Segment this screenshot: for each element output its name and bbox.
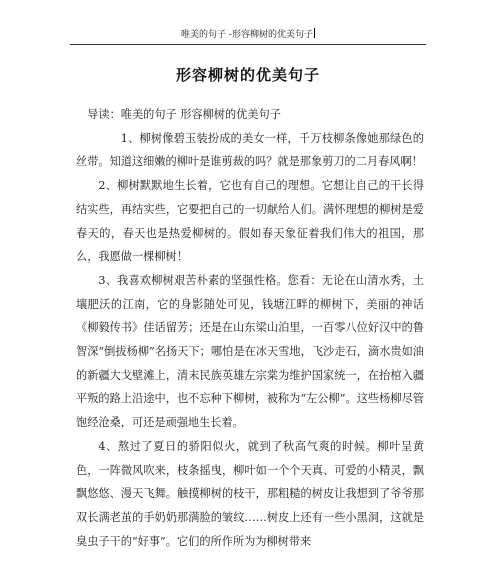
document-title: 形容柳树的优美句子 <box>175 66 320 84</box>
paragraph-4: 4、熬过了夏日的骄阳似火，就到了秋高气爽的时候。柳叶呈黄色，一阵微风吹来，枝条摇曳，柳叶如一个个天真、可爱的小精灵，飘飘悠悠、漫天飞舞。触摸柳树的枝干，那粗糙的树皮让我想到了爷爷那双长满老茧的手奶奶那满脸的皱纹……树皮上还有一些小黑洞，这就是臭虫子干的“好事”。它们的所作所为为柳树带来 <box>76 439 424 548</box>
text-cursor <box>314 28 315 38</box>
document-body <box>76 103 424 553</box>
page-header <box>70 28 426 45</box>
header-text: 唯美的句子 -形容柳树的优美句子 <box>181 30 313 40</box>
paragraph-1: 1、柳树像碧玉装扮成的美女一样，千万枝柳条像她那绿色的丝带。知道这细嫩的柳叶是谁剪裁的吗？就是那象剪刀的二月春风啊！ <box>76 131 424 169</box>
paragraph-3: 3、我喜欢柳树艰苦朴素的坚强性格。您看：无论在山清水秀，土壤肥沃的江南，它的身影随处可见，钱塘江畔的柳树下，美丽的神话《柳毅传书》佳话留芳；还是在山东梁山泊里，一百零八位好汉中的鲁智深“倒拔杨柳”名扬天下；哪怕是在冰天雪地，飞沙走石，滴水贵如油的新疆大戈壁滩上，清末民族英雄左宗棠为维护国家统一，在抬棺入疆平叛的路上沿途中，也不忘种下柳树，被称为“左公柳”。这些杨柳尽管饱经沧桑，可还是顽强地生长着。 <box>76 273 424 430</box>
paragraph-2: 2、柳树默默地生长着，它也有自己的理想。它想让自己的干长得结实些，再结实些，它要把自己的一切献给人们。满怀理想的柳树是爱春天的，春天也是热爱柳树的。假如春天象征着我们伟大的祖国，那么，我愿做一棵柳树！ <box>76 179 424 264</box>
lead-paragraph: 导读：唯美的句子 形容柳树的优美句子 <box>87 108 281 121</box>
